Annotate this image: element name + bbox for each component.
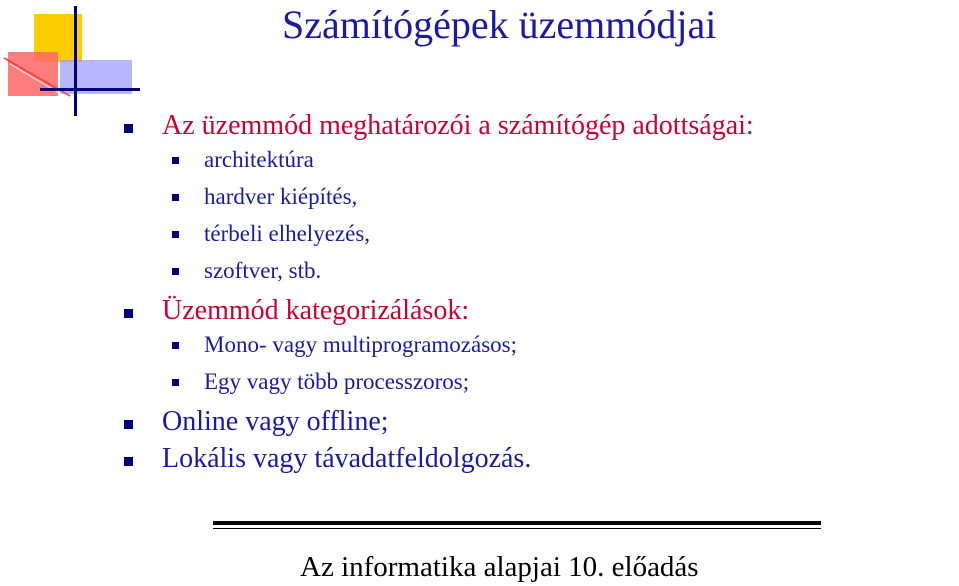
square-bullet-icon: [172, 194, 179, 201]
sub-bullet-text: szoftver, stb.: [204, 258, 322, 283]
sub-bullet-item: [124, 369, 944, 406]
square-bullet-icon: [172, 379, 179, 386]
square-bullet-icon: [172, 231, 179, 238]
sub-bullet-text: hardver kiépítés,: [204, 184, 358, 209]
sub-bullet-text: Mono- vagy multiprogramozásos;: [204, 332, 518, 357]
bullet-item: [124, 443, 944, 480]
square-bullet-icon: [172, 157, 179, 164]
slide-title: Számítógépek üzemmódjai: [282, 2, 717, 47]
sub-bullet-item: [124, 258, 944, 295]
sub-bullet-item: [124, 332, 944, 369]
bullet-item: [124, 295, 944, 332]
logo-diagonal-lines: [0, 0, 140, 120]
bullet-text: Online vagy offline;: [162, 406, 389, 437]
square-bullet-icon: [172, 268, 179, 275]
footer-rule: [213, 521, 821, 529]
logo-vertical-line: [74, 6, 77, 116]
sub-bullet-item: [124, 147, 944, 184]
sub-bullet-text: architektúra: [204, 147, 314, 172]
slide-footer: Az informatika alapjai 10. előadás: [300, 551, 699, 583]
bullet-text: Az üzemmód meghatározói a számítógép adottságai:: [162, 110, 754, 141]
square-bullet-icon: [124, 420, 133, 429]
square-bullet-icon: [124, 124, 133, 133]
square-bullet-icon: [124, 457, 133, 466]
logo-horizontal-line: [40, 88, 140, 91]
bullet-list: [124, 110, 944, 480]
bullet-text: Üzemmód kategorizálások:: [162, 295, 470, 326]
sub-bullet-item: [124, 184, 944, 221]
bullet-item: [124, 406, 944, 443]
sub-bullet-item: [124, 221, 944, 258]
bullet-text: Lokális vagy távadatfeldolgozás.: [162, 443, 532, 474]
bullet-item: [124, 110, 944, 147]
decorative-logo: [0, 0, 140, 120]
square-bullet-icon: [172, 342, 179, 349]
square-bullet-icon: [124, 309, 133, 318]
sub-bullet-text: térbeli elhelyezés,: [204, 221, 371, 246]
sub-bullet-text: Egy vagy több processzoros;: [204, 369, 470, 394]
